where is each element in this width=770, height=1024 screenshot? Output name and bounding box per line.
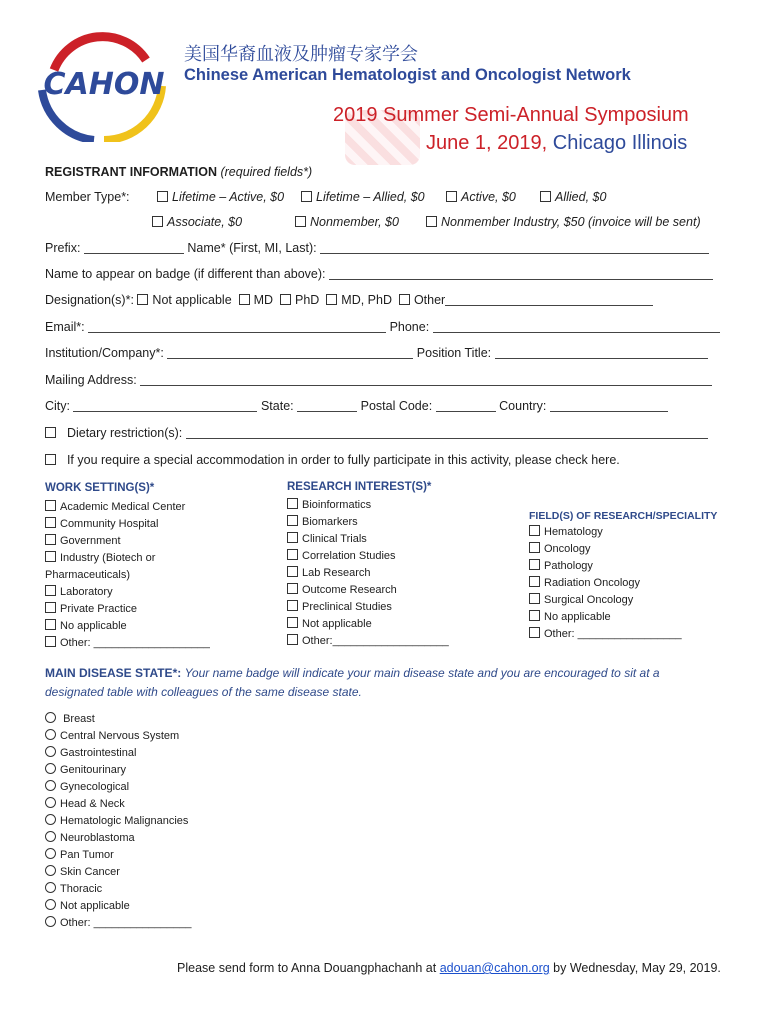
designation-md-phd: MD, PhD [341, 293, 392, 307]
list-item[interactable] [45, 830, 192, 847]
item-label: Academic Medical Center [60, 501, 186, 513]
checkbox[interactable] [45, 427, 56, 438]
checkbox[interactable] [529, 576, 540, 587]
postal-field[interactable] [436, 399, 496, 412]
checkbox[interactable] [152, 216, 163, 227]
item-label: Laboratory [60, 586, 113, 598]
list-item[interactable] [529, 524, 682, 541]
option-label: Nonmember Industry, $50 (invoice will be sent) [441, 215, 701, 229]
member-type-lifetime-allied[interactable] [301, 190, 425, 204]
radio-button[interactable] [45, 763, 56, 774]
state-field[interactable] [297, 399, 357, 412]
checkbox[interactable] [399, 294, 410, 305]
list-item[interactable] [45, 745, 192, 762]
radio-button[interactable] [45, 712, 56, 723]
item-label: Central Nervous System [60, 730, 180, 742]
checkbox[interactable] [45, 534, 56, 545]
list-item[interactable] [287, 548, 449, 565]
member-type-nonmember[interactable] [295, 215, 399, 229]
list-item[interactable] [529, 609, 682, 626]
item-label: Private Practice [60, 603, 138, 615]
state-label: State: [260, 399, 294, 413]
option-label: Nonmember, $0 [310, 215, 399, 229]
list-item[interactable] [529, 575, 682, 592]
list-item[interactable] [45, 601, 210, 618]
mailing-row [45, 373, 712, 387]
designation-md: MD [253, 293, 274, 307]
research-list [287, 497, 449, 650]
member-type-allied[interactable] [540, 190, 606, 204]
item-label: Other: _________________ [544, 628, 682, 640]
checkbox[interactable] [287, 634, 298, 645]
list-item[interactable] [45, 915, 192, 932]
item-label: Neuroblastoma [60, 832, 135, 844]
item-label: Pan Tumor [60, 849, 114, 861]
item-label: Lab Research [302, 567, 371, 579]
footer-instructions [177, 961, 721, 975]
footer-suffix: by Wednesday, May 29, 2019. [549, 961, 721, 975]
required-note: (required fields*) [220, 165, 313, 179]
radio-button[interactable] [45, 780, 56, 791]
institution-field[interactable] [167, 346, 413, 359]
phone-label: Phone: [389, 320, 430, 334]
checkbox[interactable] [45, 551, 56, 562]
prefix-label: Prefix: [45, 241, 81, 255]
member-type-nonmember-industry[interactable] [426, 215, 701, 229]
item-label: Government [60, 535, 121, 547]
research-heading: RESEARCH INTEREST(S)* [287, 481, 432, 493]
fields-list [529, 524, 682, 643]
radio-button[interactable] [45, 899, 56, 910]
dietary-field[interactable] [186, 426, 708, 439]
item-label: Skin Cancer [60, 866, 120, 878]
designation-label: Designation(s)*: [45, 293, 134, 307]
list-item[interactable] [45, 550, 210, 567]
checkbox[interactable] [529, 559, 540, 570]
checkbox[interactable] [239, 294, 250, 305]
radio-button[interactable] [45, 882, 56, 893]
symposium-date [426, 132, 687, 155]
item-label: Not applicable [60, 900, 130, 912]
member-type-lifetime-active[interactable] [157, 190, 284, 204]
list-item[interactable] [45, 762, 192, 779]
radio-button[interactable] [45, 848, 56, 859]
checkbox[interactable] [45, 454, 56, 465]
member-type-label: Member Type*: [45, 190, 130, 204]
member-type-associate[interactable] [152, 215, 242, 229]
list-item[interactable] [287, 565, 449, 582]
list-item[interactable] [45, 728, 192, 745]
name-field[interactable] [320, 241, 709, 254]
checkbox[interactable] [426, 216, 437, 227]
radio-button[interactable] [45, 831, 56, 842]
item-label: Community Hospital [60, 518, 159, 530]
item-label: Biomarkers [302, 516, 358, 528]
institution-label: Institution/Company*: [45, 346, 164, 360]
postal-label: Postal Code: [360, 399, 433, 413]
item-label: Preclinical Studies [302, 601, 392, 613]
option-label: Associate, $0 [167, 215, 243, 229]
list-item[interactable] [45, 847, 192, 864]
accommodation-text: If you require a special accommodation in order to fully participate in this activity, please check here. [66, 453, 620, 467]
registrant-heading-row [45, 165, 312, 179]
fields-heading: FIELD(S) OF RESEARCH/SPECIALITY [529, 510, 718, 522]
item-label: Head & Neck [60, 798, 125, 810]
city-label: City: [45, 399, 70, 413]
checkbox[interactable] [287, 617, 298, 628]
contact-email-link[interactable]: adouan@cahon.org [439, 961, 550, 975]
item-label: Other: ___________________ [60, 637, 210, 649]
item-label: Pathology [544, 560, 593, 572]
list-item[interactable] [45, 711, 192, 728]
item-label: Other:___________________ [302, 635, 449, 647]
checkbox[interactable] [295, 216, 306, 227]
prefix-name-row [45, 241, 709, 255]
member-type-active[interactable] [446, 190, 516, 204]
item-label: Not applicable [302, 618, 372, 630]
item-label: Gastrointestinal [60, 747, 137, 759]
item-label: Breast [63, 713, 95, 725]
designation-phd: PhD [295, 293, 320, 307]
mailing-label: Mailing Address: [45, 373, 137, 387]
checkbox[interactable] [287, 498, 298, 509]
institution-row [45, 346, 708, 360]
checkbox[interactable] [287, 583, 298, 594]
list-item[interactable] [287, 599, 449, 616]
list-item[interactable] [287, 514, 449, 531]
checkbox[interactable] [529, 525, 540, 536]
item-label: Hematology [544, 526, 603, 538]
checkbox[interactable] [45, 619, 56, 630]
item-label: Oncology [544, 543, 591, 555]
checkbox[interactable] [287, 600, 298, 611]
badge-row [45, 267, 713, 281]
list-item[interactable] [287, 616, 449, 633]
logo-text: CAHON [43, 67, 165, 102]
item-label: Gynecological [60, 781, 130, 793]
footer-prefix: Please send form to Anna Douangphachanh at [177, 961, 440, 975]
radio-button[interactable] [45, 916, 56, 927]
country-label: Country: [499, 399, 547, 413]
list-item[interactable] [45, 635, 210, 652]
list-item[interactable] [45, 813, 192, 830]
list-item[interactable] [529, 626, 682, 643]
symposium-title: 2019 Summer Semi-Annual Symposium [333, 104, 689, 126]
dietary-row [45, 426, 708, 440]
designation-not-applicable: Not applicable [152, 293, 232, 307]
checkbox[interactable] [326, 294, 337, 305]
name-label: Name* (First, MI, Last): [187, 241, 317, 255]
list-item[interactable] [529, 558, 682, 575]
checkbox[interactable] [529, 593, 540, 604]
badge-name-field[interactable] [329, 267, 713, 280]
item-label: Genitourinary [60, 764, 127, 776]
list-item[interactable] [287, 531, 449, 548]
registrant-heading: REGISTRANT INFORMATION [45, 165, 217, 179]
radio-button[interactable] [45, 797, 56, 808]
option-label: Lifetime – Active, $0 [172, 190, 285, 204]
radio-button[interactable] [45, 729, 56, 740]
list-item[interactable] [45, 584, 210, 601]
date-text: June 1, 2019, [426, 132, 548, 154]
list-item[interactable] [45, 618, 210, 635]
checkbox[interactable] [529, 542, 540, 553]
item-label: Thoracic [60, 883, 103, 895]
email-label: Email*: [45, 320, 85, 334]
item-label: Industry (Biotech or [60, 552, 156, 564]
work-setting-heading: WORK SETTING(S)* [45, 482, 155, 494]
item-label: Outcome Research [302, 584, 397, 596]
item-label: Radiation Oncology [544, 577, 641, 589]
disease-note-line1: Your name badge will indicate your main disease state and you are encouraged to sit at a [184, 666, 660, 680]
checkbox[interactable] [287, 566, 298, 577]
city-row [45, 399, 668, 413]
work-setting-list [45, 499, 210, 652]
checkbox[interactable] [529, 627, 540, 638]
checkbox[interactable] [137, 294, 148, 305]
checkbox[interactable] [287, 549, 298, 560]
position-label: Position Title: [416, 346, 492, 360]
checkbox[interactable] [540, 191, 551, 202]
designation-other-field[interactable] [445, 293, 653, 306]
item-label: Bioinformatics [302, 499, 372, 511]
item-label: Surgical Oncology [544, 594, 634, 606]
checkbox[interactable] [287, 515, 298, 526]
checkbox[interactable] [45, 585, 56, 596]
list-item[interactable] [45, 533, 210, 550]
item-label: Hematologic Malignancies [60, 815, 189, 827]
cahon-logo [34, 30, 174, 142]
option-label: Lifetime – Allied, $0 [316, 190, 425, 204]
checkbox[interactable] [157, 191, 168, 202]
list-item[interactable] [287, 633, 449, 650]
item-label: Clinical Trials [302, 533, 367, 545]
list-item[interactable] [45, 864, 192, 881]
dietary-label: Dietary restriction(s): [66, 426, 183, 440]
designation-row [45, 293, 653, 307]
checkbox[interactable] [45, 602, 56, 613]
radio-button[interactable] [45, 865, 56, 876]
city-field[interactable] [73, 399, 257, 412]
list-item-continued: Pharmaceuticals) [45, 569, 130, 581]
disease-list [45, 711, 192, 932]
mailing-field[interactable] [140, 373, 712, 386]
checkbox[interactable] [529, 610, 540, 621]
position-field[interactable] [495, 346, 708, 359]
list-item[interactable] [529, 541, 682, 558]
city-text: Chicago Illinois [547, 132, 688, 154]
list-item[interactable] [45, 499, 210, 516]
phone-field[interactable] [433, 320, 720, 333]
prefix-field[interactable] [84, 241, 184, 254]
option-label: Active, $0 [461, 190, 516, 204]
list-item[interactable] [45, 881, 192, 898]
disease-intro [45, 664, 735, 702]
checkbox[interactable] [301, 191, 312, 202]
list-item[interactable] [45, 898, 192, 915]
radio-button[interactable] [45, 814, 56, 825]
title-chinese: 美国华裔血液及肿瘤专家学会 [184, 44, 418, 65]
checkbox[interactable] [280, 294, 291, 305]
designation-other: Other [413, 293, 446, 307]
list-item[interactable] [287, 497, 449, 514]
checkbox[interactable] [45, 636, 56, 647]
list-item[interactable] [45, 516, 210, 533]
disease-heading: MAIN DISEASE STATE*: [45, 666, 182, 680]
item-label: No applicable [544, 611, 611, 623]
checkbox[interactable] [287, 532, 298, 543]
list-item[interactable] [529, 592, 682, 609]
country-field[interactable] [550, 399, 668, 412]
email-phone-row [45, 320, 720, 334]
checkbox[interactable] [446, 191, 457, 202]
item-label: Correlation Studies [302, 550, 396, 562]
radio-button[interactable] [45, 746, 56, 757]
list-item[interactable] [45, 779, 192, 796]
email-field[interactable] [88, 320, 386, 333]
title-english: Chinese American Hematologist and Oncologist Network [184, 66, 631, 84]
list-item[interactable] [287, 582, 449, 599]
list-item[interactable] [45, 796, 192, 813]
accommodation-row [45, 453, 620, 467]
checkbox[interactable] [45, 500, 56, 511]
badge-label: Name to appear on badge (if different than above): [45, 267, 326, 281]
disease-note-line2: designated table with colleagues of the same disease state. [45, 685, 362, 699]
checkbox[interactable] [45, 517, 56, 528]
option-label: Allied, $0 [555, 190, 607, 204]
item-label: No applicable [60, 620, 127, 632]
item-label: Other: ________________ [60, 917, 192, 929]
